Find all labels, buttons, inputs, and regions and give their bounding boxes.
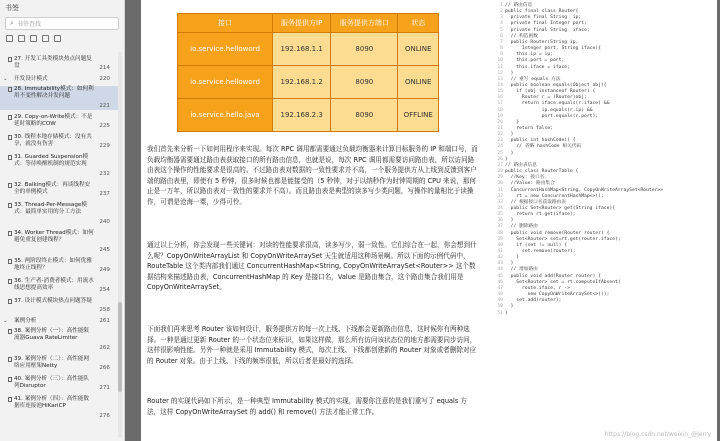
code-line-text: public void add(Router router) { — [505, 273, 601, 279]
code-line-text: //Value: 路由集合 — [505, 181, 555, 187]
bookmark-options-icon[interactable] — [54, 35, 61, 42]
chevron-down-icon[interactable]: ⌄ — [3, 76, 8, 82]
code-line-text: public void remove(Router router) { — [505, 230, 610, 236]
code-line-text: set.remove(router); — [505, 249, 576, 254]
code-line-number: 38 — [497, 230, 503, 236]
code-line-text: } — [505, 255, 520, 261]
table-cell: ONLINE — [398, 33, 439, 66]
code-line-number: 13 — [497, 76, 503, 82]
bookmark-icon — [8, 279, 12, 284]
bookmark-icon — [8, 183, 12, 188]
code-line-number: 30 — [497, 181, 503, 187]
table-cell: ONLINE — [398, 66, 439, 99]
bookmark-page-number: 276 — [99, 413, 110, 419]
table-cell: 8090 — [331, 99, 398, 132]
code-line — [496, 311, 508, 317]
code-line-number: 36 — [497, 218, 503, 224]
bookmark-page-number: 237 — [99, 191, 110, 197]
code-line-number: 11 — [497, 64, 503, 70]
code-line-number: 9 — [500, 52, 503, 58]
table-cell: 192.168.1.2 — [273, 66, 331, 99]
watermark: https://blog.csdn.net/weixin_@Jerry — [604, 431, 711, 438]
routing-table — [177, 13, 439, 132]
bookmark-icon — [8, 397, 12, 402]
code-line-number: 4 — [500, 21, 503, 27]
code-line-number: 51 — [497, 310, 503, 316]
bookmark-label: 29. Copy-on-Write模式：不是延时策略的COW — [14, 114, 93, 128]
bookmark-page-number: 232 — [99, 171, 110, 177]
code-line-text: public Router(String ip, — [505, 39, 579, 45]
code-line-number: 47 — [497, 285, 503, 291]
code-line-text: // 省略 hashCode 相关代码 — [505, 144, 582, 150]
code-line-number: 33 — [497, 199, 503, 205]
bookmark-page-number: 229 — [99, 143, 110, 149]
code-line-number: 32 — [497, 193, 503, 199]
code-line-number: 12 — [497, 70, 503, 76]
code-line-number: 21 — [497, 126, 503, 131]
bookmark-icon — [8, 135, 12, 140]
code-line-text: if (set != null) { — [505, 242, 568, 248]
code-line-number: 23 — [497, 138, 503, 144]
bookmark-item[interactable] — [0, 278, 118, 294]
bookmark-icon — [8, 357, 12, 362]
code-line-text: ConcurrentHashMap<String, CopyOnWriteArraySet<Router>> — [505, 187, 664, 193]
code-line-text: private final Integer port; — [505, 21, 587, 27]
code-line-number: 39 — [497, 236, 503, 242]
bookmark-icon — [8, 259, 12, 264]
add-bookmark-icon[interactable] — [30, 35, 37, 42]
code-line-number: 7 — [500, 39, 503, 45]
code-line-text: route.iface, r -> — [505, 285, 570, 291]
code-line-text: // 路由表信息 — [505, 162, 537, 168]
code-line-number: 40 — [497, 242, 503, 248]
bookmark-page-number: 261 — [99, 318, 110, 324]
bookmark-item[interactable] — [0, 376, 118, 392]
code-line-text: Integer port, String iface){ — [505, 46, 601, 52]
code-line-text: return iface.equals(r.iface) && — [505, 101, 610, 107]
code-line-text: public int hashCode() { — [505, 138, 576, 144]
table-header-row — [178, 14, 439, 33]
bookmark-label: 34. Worker Thread模式：如何避免重复创建线程？ — [14, 230, 94, 244]
code-listing — [494, 0, 717, 441]
code-line-number: 37 — [497, 224, 503, 230]
code-line-number: 34 — [497, 205, 503, 211]
bookmark-search-input[interactable] — [5, 17, 119, 30]
code-line-number: 49 — [497, 298, 503, 304]
sidebar-title: 书签 — [5, 4, 19, 12]
bookmark-label: 28. Immutability模式：如何利用不变性解决并发问题 — [14, 86, 94, 100]
code-line-text: // 增加路由 — [505, 267, 538, 273]
code-line-number: 10 — [497, 58, 503, 64]
code-line-text: this.port = port; — [505, 58, 565, 64]
table-header-cell: 状态 — [398, 14, 439, 33]
bookmark-label: 开发设计模式 — [14, 76, 48, 82]
code-line-text: new CopyOnWriteArraySet<>()); — [505, 292, 610, 298]
table-cell: io.service.helloword — [178, 66, 273, 99]
collapse-all-icon[interactable] — [18, 35, 25, 42]
bookmark-label: 32. Balking模式：再谈线程安全的单例模式 — [14, 182, 91, 196]
paragraph: Router 的实现代码如下所示，是一种典型 Immutability 模式的实现，需要你注意的是我们重写了 equals 方法，这样 CopyOnWriteArraySet 的 add() 和 remove() 方法才能正常工作。 — [147, 397, 468, 416]
table-cell: 192.168.2.3 — [273, 99, 331, 132]
bookmark-label: 39. 案例分析（二）：高性能网络应用框架Netty — [14, 356, 89, 370]
code-line-text: return false; — [505, 126, 553, 131]
bookmark-item[interactable] — [0, 86, 118, 110]
code-line-number: 1 — [500, 3, 503, 8]
bookmark-item[interactable] — [0, 298, 118, 314]
bookmark-page-number: 220 — [99, 76, 110, 82]
table-cell: OFFLINE — [398, 99, 439, 132]
table-row — [178, 33, 439, 66]
bookmark-label: 33. Thread-Per-Message模式：最简单实用的分工方法 — [14, 202, 87, 216]
bookmark-label: 36. 生产者-消费者模式：用流水线思想提高效率 — [14, 278, 94, 292]
document-page — [141, 0, 717, 441]
code-line-text: } — [505, 132, 514, 138]
bookmark-icon — [8, 203, 12, 208]
code-line-number: 6 — [500, 33, 503, 39]
search-icon: ⌕ — [10, 19, 14, 27]
bookmark-page-number: 262 — [99, 345, 110, 351]
code-line-text: // 路由信息 — [505, 3, 533, 8]
code-line-number: 3 — [500, 15, 503, 21]
table-row — [178, 99, 439, 132]
code-line-number: 2 — [500, 9, 503, 15]
search-placeholder: 书签查找 — [16, 21, 41, 28]
bookmark-label: 41. 案例分析（四）：高性能数据库连接池HiKariCP — [14, 396, 89, 410]
code-line-text: public final class Router{ — [505, 9, 579, 15]
code-line-number: 45 — [497, 273, 503, 279]
bookmark-page-number: 221 — [99, 103, 110, 109]
code-line-number: 19 — [497, 113, 503, 119]
scrollbar-thumb[interactable] — [118, 302, 122, 392]
code-line-text: this.iface = iface; — [505, 64, 570, 70]
bookmark-page-number: 266 — [99, 365, 110, 371]
code-line-text: } — [505, 261, 514, 267]
bookmark-page-number: 245 — [99, 247, 110, 253]
table-cell: io.service.hello.java — [178, 99, 273, 132]
bookmark-icon — [8, 155, 12, 160]
bookmark-page-number: 271 — [99, 385, 110, 391]
code-line-text: } — [505, 119, 520, 125]
bookmark-icon — [8, 87, 12, 92]
bookmark-item[interactable] — [0, 396, 118, 420]
bookmark-item[interactable] — [0, 114, 118, 130]
bookmark-icon — [8, 57, 12, 62]
code-line-text: public Set<Router> get(String iface){ — [505, 205, 616, 211]
code-line-text: if (obj instanceof Router) { — [505, 89, 596, 95]
table-row — [178, 66, 439, 99]
code-line-number: 5 — [500, 27, 503, 33]
code-line-number: 46 — [497, 279, 503, 285]
bookmark-page-number: 254 — [99, 287, 110, 293]
code-line-number: 17 — [497, 101, 503, 107]
code-line-number: 20 — [497, 119, 503, 125]
bookmark-page-number: 240 — [99, 219, 110, 225]
code-line-text: this.ip = ip; — [505, 52, 553, 58]
code-line-text: // 重写 equals 方法 — [505, 76, 561, 82]
code-line-text: public class RouterTable { — [505, 169, 579, 175]
code-line-text: Router r = (Router)obj; — [505, 95, 587, 101]
bookmark-icon — [8, 115, 12, 120]
table-cell: io.service.helloword — [178, 33, 273, 66]
bookmark-item[interactable] — [0, 328, 118, 352]
sidebar-scrollbar[interactable] — [118, 52, 122, 437]
bookmark-label: 37. 设计模式模块热点问题答疑 — [14, 298, 92, 304]
sidebar-toolbar — [0, 32, 124, 48]
bookmark-item[interactable] — [0, 230, 118, 254]
code-line-text: port.equals(r.port); — [505, 113, 599, 119]
code-line-number: 18 — [497, 107, 503, 113]
code-line-text: Set<Router> set = rt.computeIfAbsent( — [505, 279, 621, 285]
code-line-text: // 构造函数 — [505, 33, 538, 39]
bookmark-item[interactable] — [0, 258, 118, 274]
code-line-text: // 根据接口名获取路由表 — [505, 199, 566, 205]
bookmark-page-number: 225 — [99, 123, 110, 129]
bookmark-label: 40. 案例分析（三）：高性能队列Disruptor — [14, 376, 89, 390]
code-line-number: 22 — [497, 132, 503, 138]
code-line-number: 27 — [497, 162, 503, 168]
code-line-text: // 删除路由 — [505, 224, 538, 230]
code-line-text: //Key: 接口名 — [505, 175, 545, 181]
code-line-number: 16 — [497, 95, 503, 101]
bookmark-item[interactable] — [0, 56, 118, 72]
code-line-number: 28 — [497, 169, 503, 175]
bookmark-label: 38. 案例分析（一）：高性能限流器Guava RateLimiter — [14, 328, 89, 342]
code-line-number: 43 — [497, 261, 503, 267]
bookmark-label: 案例分析 — [14, 318, 37, 324]
bookmark-item[interactable] — [0, 318, 118, 326]
bookmark-page-number: 258 — [99, 307, 110, 313]
paragraph: 通过以上分析，你会发现一些关键词：对读的性能要求很高，读多写少，弱一致性。它们综合在一起，你会想到什么呢？CopyOnWriteArrayList 和 CopyOnWriteArraySet 天生就适用这种场景啊。所以下面的示例代码中，RouteTable 这个类内部我们通过 ConcurrentHashMap<String, CopyOnWriteArraySet<Router>> 这个数据结构来描述路由表，ConcurrentHashMap 的 Key 是接口名，Value 是路由集合，这个路由集合我们用是 CopyOnWriteArraySet。 — [147, 241, 477, 292]
code-line-text: set.add(router); — [505, 298, 562, 304]
code-line-text: return rt.get(iface); — [505, 212, 576, 218]
delete-bookmark-icon[interactable] — [42, 35, 49, 42]
code-line-text: public boolean equals(Object obj){ — [505, 82, 607, 88]
code-line-number: 35 — [497, 212, 503, 218]
code-line-text: } — [505, 70, 514, 76]
chevron-down-icon[interactable]: ⌄ — [3, 318, 8, 324]
table-header-cell: 接口 — [178, 14, 273, 33]
code-line-text: private final String iface; — [505, 27, 590, 33]
code-line-number: 41 — [497, 249, 503, 254]
table-cell: 8090 — [331, 33, 398, 66]
code-line-number: 44 — [497, 267, 503, 273]
paragraph: 我们首先来分析一下如何用程序来实现。每次 RPC 调用都需要通过负载均衡器来计算目标服务的 IP 和端口号，而负载均衡器需要通过路由表获取接口的所有路由信息，也就是说，每次 RPC 调用都需要访问路由表，所以访问路由表这个操作的性能要求是很高的。不过路由表对数据的一致性要求并不高，一个服务提供方从上线到反馈到客户端的路由表里，即使有 5 秒钟，很多时候也都是能接受的（5 秒钟，对于以纳秒作为时钟周期的 CPU 来说，那何止是一万年，所以路由表对一致性的要求并不高）。而且路由表是典型的读多写少类问题，写操作的量相比于读操作，可谓是沧海一粟，少得可怜。 — [147, 145, 478, 206]
code-line-text: } — [505, 150, 514, 156]
table-header-cell: 服务提供方IP — [273, 14, 331, 33]
bookmark-page-number: 249 — [99, 267, 110, 273]
bookmark-label: 30. 线程本地存储模式：没有共享，就没有伤害 — [14, 134, 92, 148]
code-line-text: } — [505, 310, 508, 316]
code-line-text: private final String ip; — [505, 15, 582, 21]
bookmark-item[interactable] — [0, 202, 118, 226]
code-line-number: 48 — [497, 292, 503, 298]
code-line-text: } — [505, 304, 514, 310]
code-line-number: 15 — [497, 89, 503, 95]
bookmark-label: 35. 两阶段终止模式：如何优雅地终止线程？ — [14, 258, 92, 272]
code-line-number: 29 — [497, 175, 503, 181]
code-line-number: 50 — [497, 304, 503, 310]
bookmark-icon — [8, 329, 12, 334]
bookmark-label: 31. Guarded Suspension模式：等待唤醒机制的规范实现 — [14, 154, 89, 168]
bookmark-item[interactable] — [0, 356, 118, 372]
code-line-text: Set<Router> set=rt.get(router.iface); — [505, 236, 621, 242]
bookmark-item[interactable] — [0, 134, 118, 150]
paragraph: 下面我们再来思考 Router 该如何设计，服务提供方的每一次上线、下线都会更新路由信息，这时候你有两种选择。一种是通过更新 Router 的一个状态位来标识，如果这样做，那么所有访问该状态位的地方都需要同步访问，这样很影响性能。另外一种就是采用 Immutability 模式，每次上线、下线都创建新的 Router 对象或者删除对应的 Router 对象。由于上线、下线的频率很低，所以后者是最好的选择。 — [147, 325, 477, 365]
bookmark-icon — [8, 231, 12, 236]
bookmark-item[interactable] — [0, 76, 118, 84]
bookmark-label: 27. 开发工具类模块热点问题复盘 — [14, 56, 92, 70]
bookmark-item[interactable] — [0, 182, 118, 198]
code-line-text: ip.equals(r.ip) && — [505, 107, 593, 113]
table-cell: 8090 — [331, 66, 398, 99]
expand-all-icon[interactable] — [6, 35, 13, 42]
code-line-text: rt = new ConcurrentHashMap<>(); — [505, 193, 604, 199]
code-line-number: 26 — [497, 156, 503, 162]
code-line-number: 8 — [500, 46, 503, 52]
code-line-number: 24 — [497, 144, 503, 150]
code-line-number: 42 — [497, 255, 503, 261]
code-line-text: } — [505, 218, 514, 224]
code-line-number: 31 — [497, 187, 503, 193]
bookmark-icon — [8, 299, 12, 304]
table-cell: 192.168.1.1 — [273, 33, 331, 66]
bookmark-item[interactable] — [0, 154, 118, 178]
code-line-text: } — [505, 156, 508, 162]
table-header-cell: 服务提供方端口 — [331, 14, 398, 33]
code-line-number: 14 — [497, 82, 503, 88]
bookmark-sidebar — [0, 0, 125, 441]
code-line-number: 25 — [497, 150, 503, 156]
bookmark-page-number: 214 — [99, 65, 110, 71]
bookmark-icon — [8, 377, 12, 382]
